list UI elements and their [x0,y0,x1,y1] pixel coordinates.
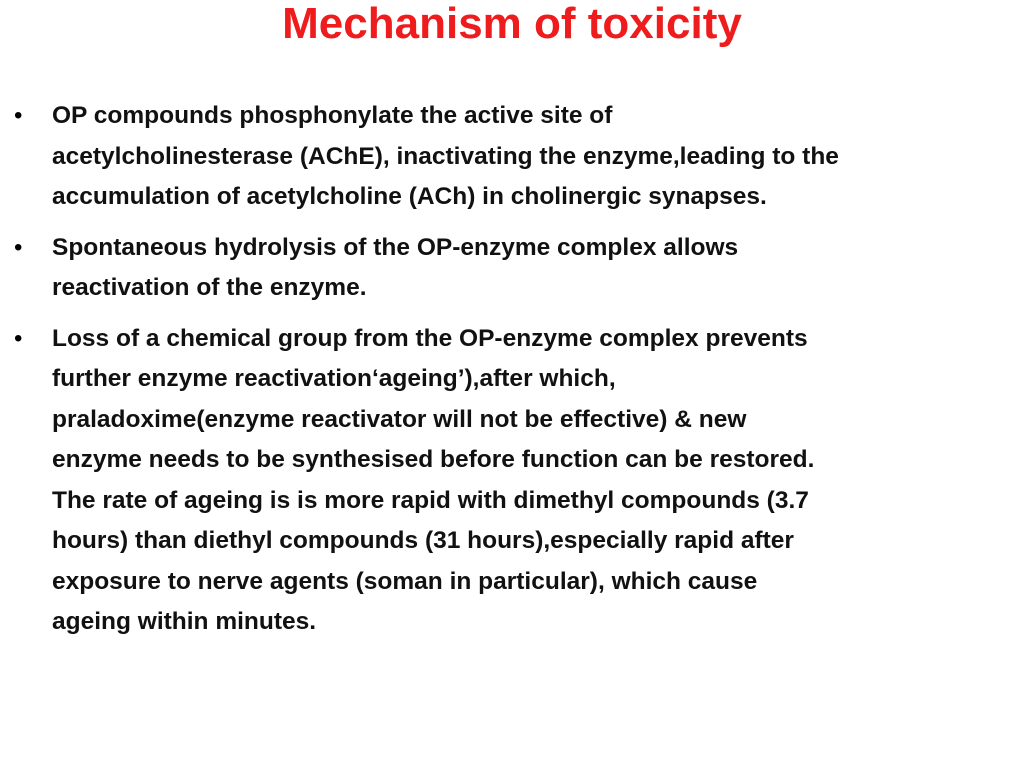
bullet-list [12,96,1002,653]
bullet-text: OP compounds phosphonylate the active site of acetylcholinesterase (AChE), inactivating the enzyme,leading to the accumulation of acetylcholine (ACh) in cholinergic synapses. [52,102,839,210]
slide-title: Mechanism of toxicity [282,0,742,48]
bullet-dot-icon: • [14,102,23,129]
bullet-item-op-compounds [12,96,1002,218]
bullet-dot-icon: • [14,233,23,261]
bullet-item-ageing [12,319,1002,643]
bullet-dot-icon: • [14,324,23,352]
bullet-item-spontaneous-hydrolysis [12,228,1002,309]
bullet-text: Spontaneous hydrolysis of the OP-enzyme complex allows reactivation of the enzyme. [52,233,739,301]
bullet-text: Loss of a chemical group from the OP-enzyme complex prevents further enzyme reactivation‘ageing’),after which, praladoxime(enzyme reactivator will not be effective) & new enzyme needs to be synthesised before function can be restored. The rate of ageing is is more rapid with dimethyl compounds (3.7 hours) than diethyl compounds (31 hours),especially rapid after exposure to nerve agents (soman in particular), which cause ageing within minutes. [52,324,815,635]
